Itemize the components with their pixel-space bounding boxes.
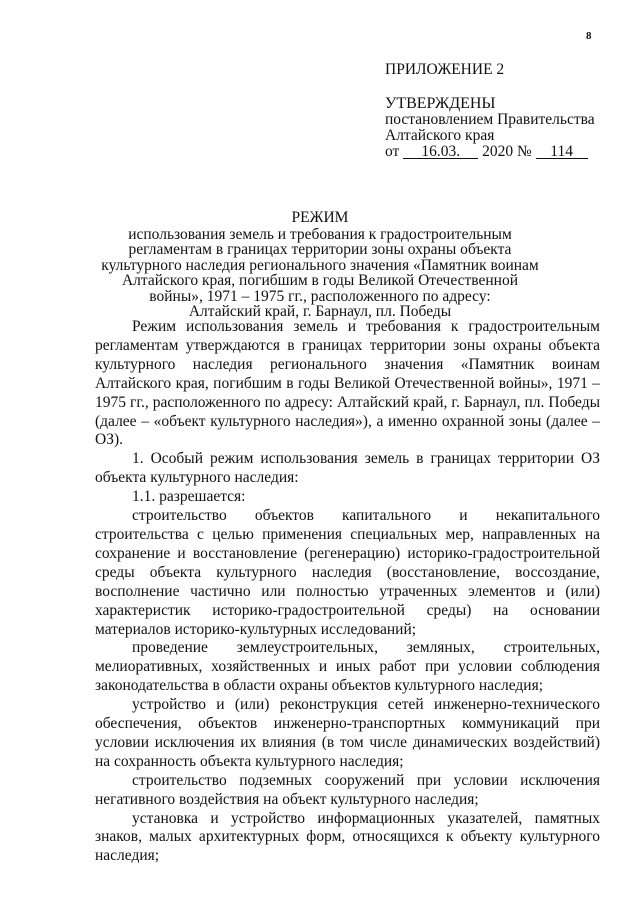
approval-number: 114	[536, 145, 588, 159]
paragraph: строительство объектов капитального и некапитального строительства с целью применения специальных мер, направленных на сохранение и восстановление (регенерацию) историко-градостроительной среды объекта культурного наследия (восстановление, воссоздание, восполнение частично или полностью утраченных элементов и (или) характеристик историко-градостроительной среды) на основании материалов историко-культурных исследований;	[95, 507, 600, 638]
approval-year: 2020 №	[482, 143, 532, 160]
document-title-block	[80, 210, 560, 320]
page-number: 8	[586, 30, 592, 42]
title-line: войны», 1971 – 1975 гг., расположенного по адресу:	[149, 287, 491, 305]
title-line: использования земель и требования к градостроительным	[128, 225, 512, 243]
from-label: от	[385, 143, 400, 160]
approval-date: 16.03.	[403, 145, 478, 159]
paragraph: установка и устройство информационных указателей, памятных знаков, малых архитектурных форм, относящихся к объекту культурного наследия;	[95, 809, 600, 865]
approval-block	[385, 62, 615, 160]
paragraph: 1. Особый режим использования земель в границах территории ОЗ объекта культурного наследия:	[95, 450, 600, 487]
paragraph: устройство и (или) реконструкция сетей инженерно-технического обеспечения, объектов инженерно-транспортных коммуникаций при условии исключения их влияния (в том числе динамических воздействий) на сохранность объекта культурного наследия;	[95, 696, 600, 770]
approval-line-1: постановлением Правительства	[385, 111, 595, 128]
approval-date-row	[385, 144, 615, 160]
title-line: культурного наследия регионального значения «Памятник воинам	[101, 256, 539, 274]
appendix-label: ПРИЛОЖЕНИЕ 2	[385, 61, 505, 78]
paragraph: строительство подземных сооружений при условии исключения негативного воздействия на объект культурного наследия;	[95, 771, 600, 808]
title-line: регламентам в границах территории зоны охраны объекта	[128, 241, 512, 258]
paragraph: 1.1. разрешается:	[132, 488, 246, 506]
title-line: Алтайский край, г. Барнаул, пл. Победы	[188, 303, 452, 320]
document-body	[95, 318, 600, 866]
document-title: РЕЖИМ	[291, 209, 349, 226]
paragraph: проведение землеустроительных, земляных, строительных, мелиоративных, хозяйственных и иных работ при условии соблюдения законодательства в области охраны объектов культурного наследия;	[95, 639, 600, 695]
title-line: Алтайского края, погибшим в годы Великой Отечественной	[121, 272, 519, 289]
approval-line-2: Алтайского края	[385, 127, 495, 144]
paragraph: Режим использования земель и требования к градостроительным регламентам утверждаются в границах территории зоны охраны объекта культурного наследия регионального значения «Памятник воинам Алтайского края, погибшим в годы Великой Отечественной войны», 1971 – 1975 гг., расположенного по адресу: Алтайский край, г. Барнаул, пл. Победы (далее – «объект культурного наследия»), а именно охранной зоны (далее – ОЗ).	[95, 318, 600, 449]
approved-label: УТВЕРЖДЕНЫ	[385, 95, 496, 112]
